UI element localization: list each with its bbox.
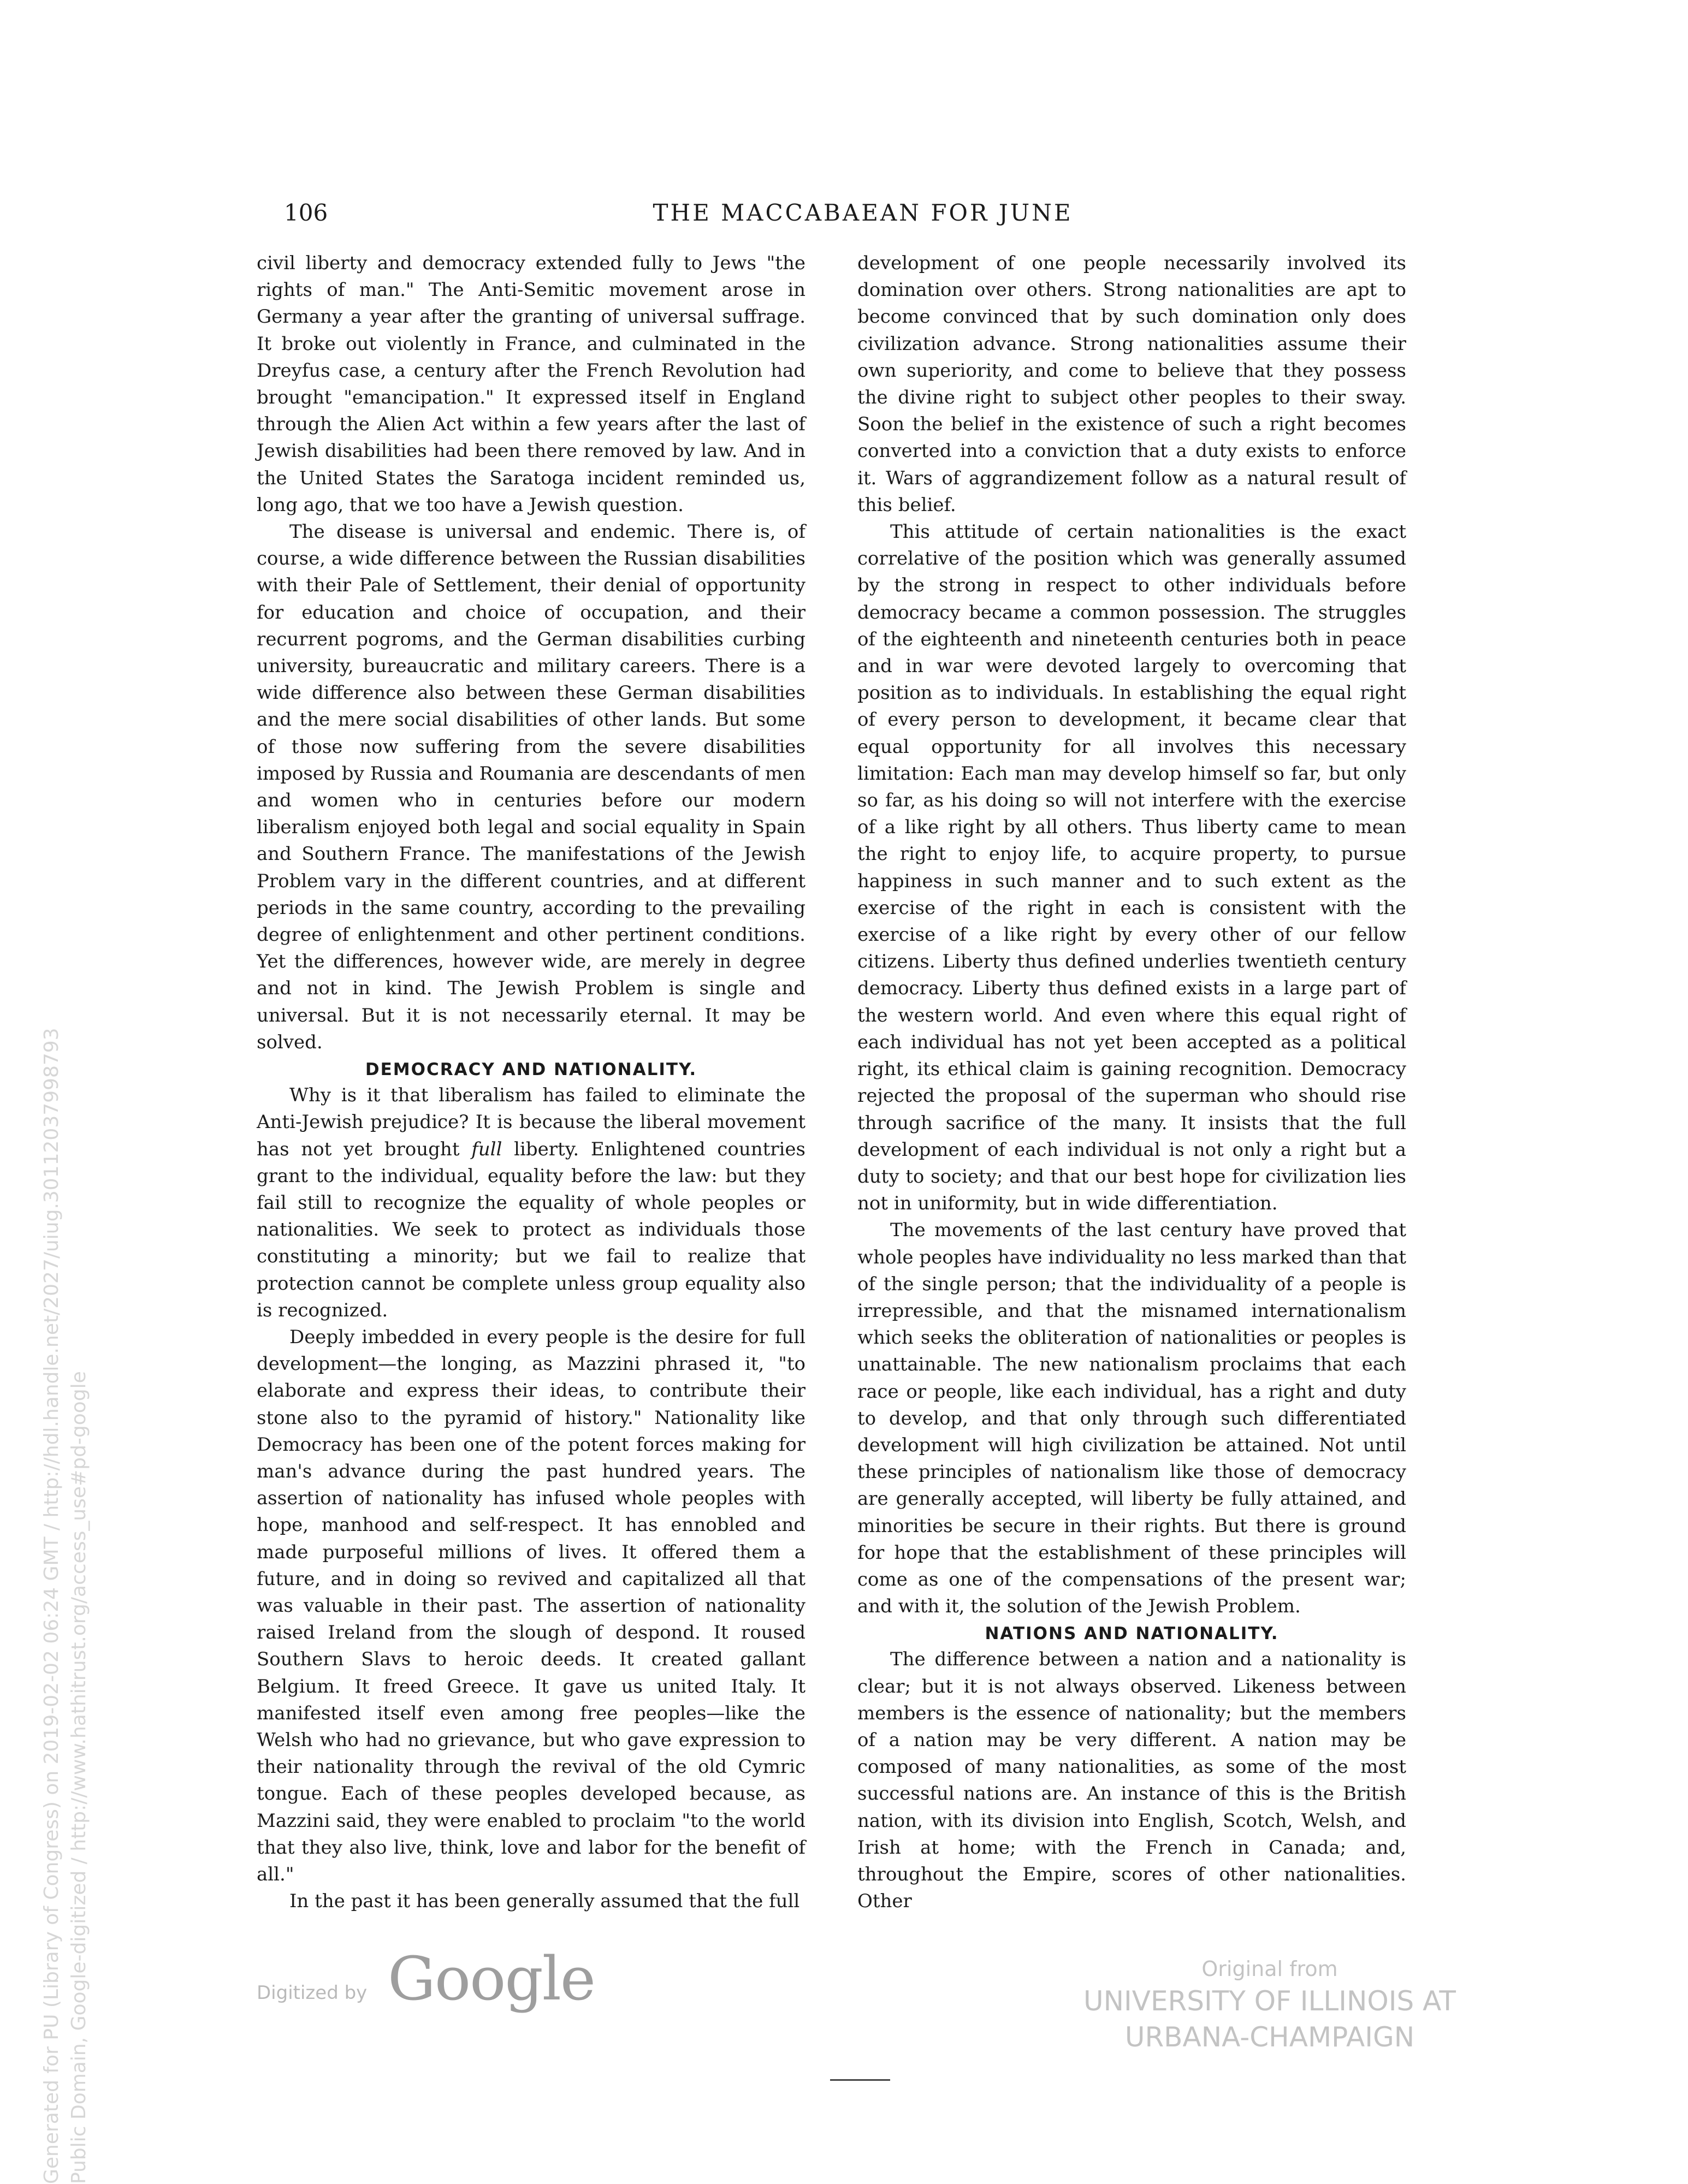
page-header — [284, 199, 1442, 238]
institution-name-line2: URBANA-CHAMPAIGN — [1124, 2021, 1415, 2053]
page-number: 106 — [284, 199, 328, 226]
paragraph: development of one people necessarily involved its domination over others. Strong nationalities are apt to become convinced that by such domination only does civilization advance. Strong nationalities assume their own superiority, and come to believe that they possess the divine right to subject other peoples to their sway. Soon the belief in the existence of such a right becomes converted into a conviction that a duty exists to enforce it. Wars of aggrandizement follow as a natural result of this belief. — [857, 252, 1406, 516]
paragraph-text: Why is it that liberalism has failed to eliminate the Anti-Jewish prejudice? It is because the liberal movement has not yet brought — [257, 1084, 805, 1160]
paragraph: civil liberty and democracy extended fully to Jews "the rights of man." The Anti-Semitic movement arose in Germany a year after the granting of universal suffrage. It broke out violently in France, and culminated in the Dreyfus case, a century after the French Revolution had brought "emancipation." It expressed itself in England through the Alien Act within a few years after the last of Jewish disabilities had been there removed by law. And in the United States the Saratoga incident reminded us, long ago, that we too have a Jewish question. — [257, 252, 805, 516]
paragraph: Deeply imbedded in every people is the desire for full development—the longing, as Mazzini phrased it, "to elaborate and express their ideas, to contribute their stone also to the pyramid of history." Nationality like Democracy has been one of the potent forces making for man's advance during the past hundred years. The assertion of nationality has infused whole peoples with hope, manhood and self-respect. It has ennobled and made purposeful millions of lives. It offered them a future, and in doing so revived and capitalized all that was valuable in their past. The assertion of nationality raised Ireland from the slough of despond. It roused Southern Slavs to heroic deeds. It created gallant Belgium. It freed Greece. It gave us united Italy. It manifested itself even among free peoples—like the Welsh who had no grievance, but who gave expression to their nationality through the revival of the old Cymric tongue. Each of these peoples developed because, as Mazzini said, they were enabled to proclaim "to the world that they also live, think, love and labor for the benefit of all." — [257, 1326, 805, 1885]
watermark-line: Generated for PU (Library of Congress) on 2019-02-02 06:24 GMT / http://hdl.handle.net/2027/uiug.30112037998793 — [40, 1028, 63, 2184]
paragraph: The difference between a nation and a nationality is clear; but it is not always observed. Likeness between members is the essence of nationality; but the members of a nation may be very different. A nation may be composed of many nationalities, as some of the most successful nations are. An instance of this is the British nation, with its division into English, Scotch, Welsh, and Irish at home; with the French in Canada; and, throughout the Empire, scores of other nationalities. Other — [857, 1648, 1406, 1913]
google-logo: Google — [388, 1944, 595, 2014]
right-column — [857, 250, 1406, 1915]
section-heading-nations-and-nationality: NATIONS AND NATIONALITY. — [985, 1624, 1279, 1644]
section-heading-democracy-and-nationality: DEMOCRACY AND NATIONALITY. — [365, 1060, 697, 1080]
running-head: THE MACCABAEAN FOR JUNE — [653, 199, 1073, 226]
paragraph-text: liberty. Enlightened countries grant to the individual, equality before the law: but they fail still to recognize the equality of whole peoples or nationalities. We seek to protect as individuals those constituting a minority; but we fail to realize that protection cannot be complete unless group equality also is recognized. — [257, 1138, 805, 1321]
side-watermark — [38, 710, 93, 2184]
paragraph: The disease is universal and endemic. There is, of course, a wide difference between the Russian disabilities with their Pale of Settlement, their denial of opportunity for education and choice of occupation, and their recurrent pogroms, and the German disabilities curbing university, bureaucratic and military careers. There is a wide difference also between these German disabilities and the mere social disabilities of other lands. But some of those now suffering from the severe disabilities imposed by Russia and Roumania are descendants of men and women who in centuries before our modern liberalism enjoyed both legal and social equality in Spain and Southern France. The manifestations of the Jewish Problem vary in the different countries, and at different periods in the same country, according to the prevailing degree of enlightenment and other pertinent conditions. Yet the differences, however wide, are merely in degree and not in kind. The Jewish Problem is single and universal. But it is not necessarily eternal. It may be solved. — [257, 521, 805, 1053]
paragraph: The movements of the last century have proved that whole peoples have individuality no less marked than that of the single person; that the individuality of a people is irrepressible, and that the misnamed internationalism which seeks the obliteration of nationalities or peoples is unattainable. The new nationalism proclaims that each race or people, like each individual, has a right and duty to develop, and that only through such differentiated development will high civilization be attained. Not until these principles of nationalism like those of democracy are generally accepted, will liberty be fully attained, and minorities be secure in their rights. But there is ground for hope that the establishment of these principles will come as one of the compensations of the present war; and with it, the solution of the Jewish Problem. — [857, 1219, 1406, 1618]
original-from-label: Original from — [1201, 1957, 1338, 1981]
original-from-block — [1038, 1955, 1502, 2055]
emphasis-text: full — [471, 1138, 502, 1160]
bottom-rule — [830, 2079, 890, 2081]
paragraph — [257, 1082, 805, 1324]
left-column — [257, 250, 805, 1915]
watermark-line: Public Domain, Google-digitized / http://www.hathitrust.org/access_use#pd-google — [68, 1371, 90, 2184]
institution-name-line1: UNIVERSITY OF ILLINOIS AT — [1083, 1985, 1456, 2017]
paragraph: This attitude of certain nationalities is the exact correlative of the position which was generally assumed by the strong in respect to other individuals before democracy became a common possession. The struggles of the eighteenth and nineteenth centuries both in peace and in war were devoted largely to overcoming that position as to individuals. In establishing the equal right of every person to development, it became clear that equal opportunity for all involves this necessary limitation: Each man may develop himself so far, but only so far, as his doing so will not interfere with the exercise of a like right by all others. Thus liberty came to mean the right to enjoy life, to acquire property, to pursue happiness in such manner and to such extent as the exercise of the right in each is consistent with the exercise of a like right by every other of our fellow citizens. Liberty thus defined underlies twentieth century democracy. Liberty thus defined exists in a large part of the western world. And even where this equal right of each individual has not yet been accepted as a political right, its ethical claim is gaining recognition. Democracy rejected the proposal of the superman who should rise through sacrifice of the many. It insists that the full development of each individual is not only a right but a duty to society; and that our best hope for civilization lies not in uniformity, but in wide differentiation. — [857, 521, 1406, 1215]
digitized-by-label: Digitized by — [257, 1982, 368, 2004]
paragraph: In the past it has been generally assumed that the full — [289, 1890, 800, 1913]
